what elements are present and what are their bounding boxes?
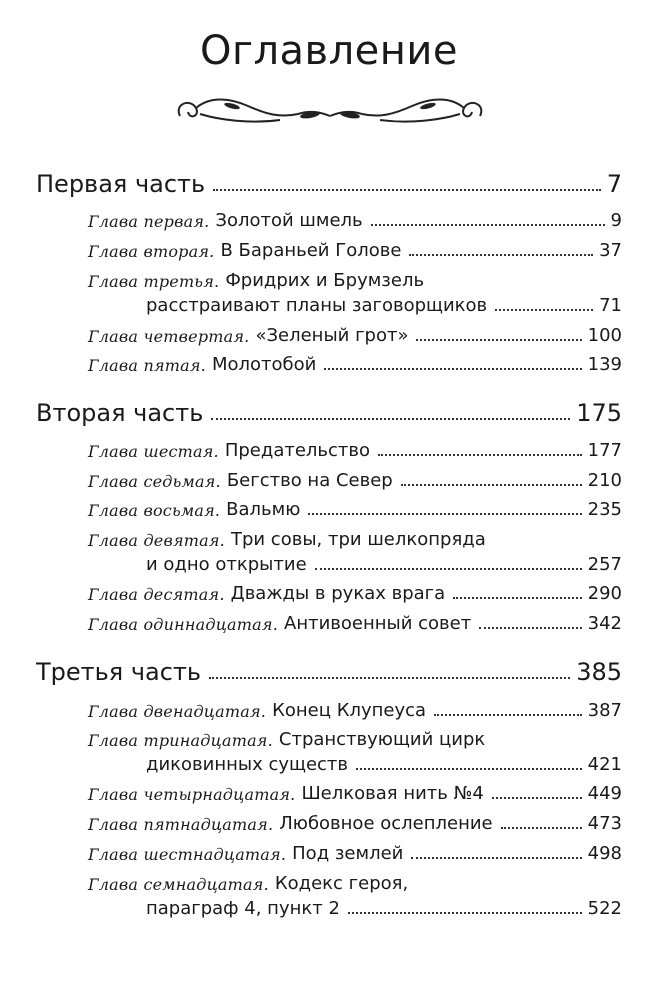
chapter-title: Странствующий цирк xyxy=(278,729,486,750)
leader-dots xyxy=(315,566,582,570)
chapter-row-continuation[interactable] xyxy=(146,751,622,775)
chapter-label: Глава шестая. xyxy=(88,442,219,461)
chapter-row-continuation[interactable] xyxy=(146,292,622,316)
chapter-title-continuation: и одно открытие xyxy=(146,554,307,575)
page-number: 385 xyxy=(576,658,622,686)
chapter-title: Дважды в руках врага xyxy=(230,583,446,604)
page-number: 9 xyxy=(610,210,622,231)
chapter-label: Глава вторая. xyxy=(88,242,215,261)
chapter-label: Глава семнадцатая. xyxy=(88,875,269,894)
page-title: Оглавление xyxy=(199,28,459,74)
leader-dots xyxy=(479,625,581,629)
chapter-row[interactable] xyxy=(88,840,622,864)
chapter-label: Глава девятая. xyxy=(88,531,225,550)
leader-dots xyxy=(434,712,582,716)
chapter-label: Глава первая. xyxy=(88,212,210,231)
leader-dots xyxy=(209,675,570,679)
leader-dots xyxy=(495,307,593,311)
chapter-title: Три совы, три шелкопряда xyxy=(230,529,486,550)
chapter-title: Вальмю xyxy=(226,499,301,520)
leader-dots xyxy=(324,366,581,370)
chapter-row[interactable] xyxy=(88,526,622,550)
leader-dots xyxy=(401,482,582,486)
chapter-label: Глава шестнадцатая. xyxy=(88,845,287,864)
chapter-row[interactable] xyxy=(88,870,622,894)
page-number: 175 xyxy=(576,399,622,427)
page-number: 257 xyxy=(587,554,622,575)
chapter-row[interactable] xyxy=(88,780,622,804)
chapter-title: Фридрих и Брумзель xyxy=(225,270,425,291)
leader-dots xyxy=(409,252,593,256)
leader-dots xyxy=(492,795,582,799)
chapter-label: Глава тринадцатая. xyxy=(88,731,273,750)
chapter-row[interactable] xyxy=(88,437,622,461)
chapter-label: Глава пятнадцатая. xyxy=(88,815,274,834)
leader-dots xyxy=(356,766,582,770)
chapter-row[interactable] xyxy=(88,237,622,261)
chapter-row[interactable] xyxy=(88,496,622,520)
chapter-title: Антивоенный совет xyxy=(284,613,472,634)
page-number: 71 xyxy=(599,295,622,316)
chapter-row[interactable] xyxy=(88,467,622,491)
leader-dots xyxy=(371,222,605,226)
chapter-label: Глава пятая. xyxy=(88,356,206,375)
page-number: 449 xyxy=(587,783,622,804)
page-number: 290 xyxy=(587,583,622,604)
chapter-row[interactable] xyxy=(88,351,622,375)
part-row[interactable] xyxy=(36,656,622,686)
chapter-title: Молотобой xyxy=(211,354,317,375)
page-number: 210 xyxy=(587,470,622,491)
chapter-title: Кодекс героя, xyxy=(274,873,409,894)
chapter-title-continuation: диковинных существ xyxy=(146,754,349,775)
leader-dots xyxy=(378,452,582,456)
chapter-title: Бегство на Север xyxy=(226,470,393,491)
page-number: 342 xyxy=(587,613,622,634)
leader-dots xyxy=(308,511,581,515)
chapter-label: Глава третья. xyxy=(88,272,220,291)
page-number: 387 xyxy=(587,700,622,721)
chapter-label: Глава четвертая. xyxy=(88,327,250,346)
page-number: 522 xyxy=(587,898,622,919)
part-row[interactable] xyxy=(36,168,622,198)
page-number: 473 xyxy=(587,813,622,834)
part-row[interactable] xyxy=(36,397,622,427)
chapter-row[interactable] xyxy=(88,610,622,634)
page-number: 7 xyxy=(606,170,622,198)
chapter-row[interactable] xyxy=(88,726,622,750)
chapter-label: Глава одиннадцатая. xyxy=(88,615,278,634)
chapter-row[interactable] xyxy=(88,580,622,604)
chapter-title: Под землей xyxy=(292,843,404,864)
chapter-row[interactable] xyxy=(88,207,622,231)
page-number: 421 xyxy=(587,754,622,775)
part-title: Первая часть xyxy=(36,170,206,198)
part-title: Вторая часть xyxy=(36,399,204,427)
chapter-title: Золотой шмель xyxy=(215,210,363,231)
chapter-row[interactable] xyxy=(88,697,622,721)
page-number: 100 xyxy=(587,325,622,346)
chapter-row[interactable] xyxy=(88,810,622,834)
chapter-label: Глава десятая. xyxy=(88,585,225,604)
chapter-row-continuation[interactable] xyxy=(146,895,622,919)
chapter-label: Глава седьмая. xyxy=(88,472,221,491)
chapter-label: Глава восьмая. xyxy=(88,501,221,520)
chapter-title: Шелковая нить №4 xyxy=(301,783,484,804)
chapter-title: Предательство xyxy=(224,440,371,461)
page-number: 235 xyxy=(587,499,622,520)
page-number: 139 xyxy=(587,354,622,375)
leader-dots xyxy=(213,187,601,191)
ornament-flourish-icon xyxy=(170,94,490,130)
part-title: Третья часть xyxy=(36,658,202,686)
chapter-row[interactable] xyxy=(88,267,622,291)
chapter-title-continuation: расстраивают планы заговорщиков xyxy=(146,295,488,316)
page-number: 177 xyxy=(587,440,622,461)
chapter-title-continuation: параграф 4, пункт 2 xyxy=(146,898,340,919)
leader-dots xyxy=(453,595,581,599)
leader-dots xyxy=(416,337,581,341)
chapter-label: Глава двенадцатая. xyxy=(88,702,267,721)
leader-dots xyxy=(501,825,582,829)
chapter-row-continuation[interactable] xyxy=(146,551,622,575)
leader-dots xyxy=(411,855,581,859)
chapter-label: Глава четырнадцатая. xyxy=(88,785,296,804)
leader-dots xyxy=(211,416,570,420)
chapter-title: Любовное ослепление xyxy=(279,813,493,834)
page-number: 498 xyxy=(587,843,622,864)
leader-dots xyxy=(348,910,582,914)
page-number: 37 xyxy=(599,240,622,261)
chapter-title: В Бараньей Голове xyxy=(220,240,402,261)
chapter-title: Конец Клупеуса xyxy=(272,700,427,721)
chapter-title: «Зеленый грот» xyxy=(255,325,409,346)
chapter-row[interactable] xyxy=(88,322,622,346)
